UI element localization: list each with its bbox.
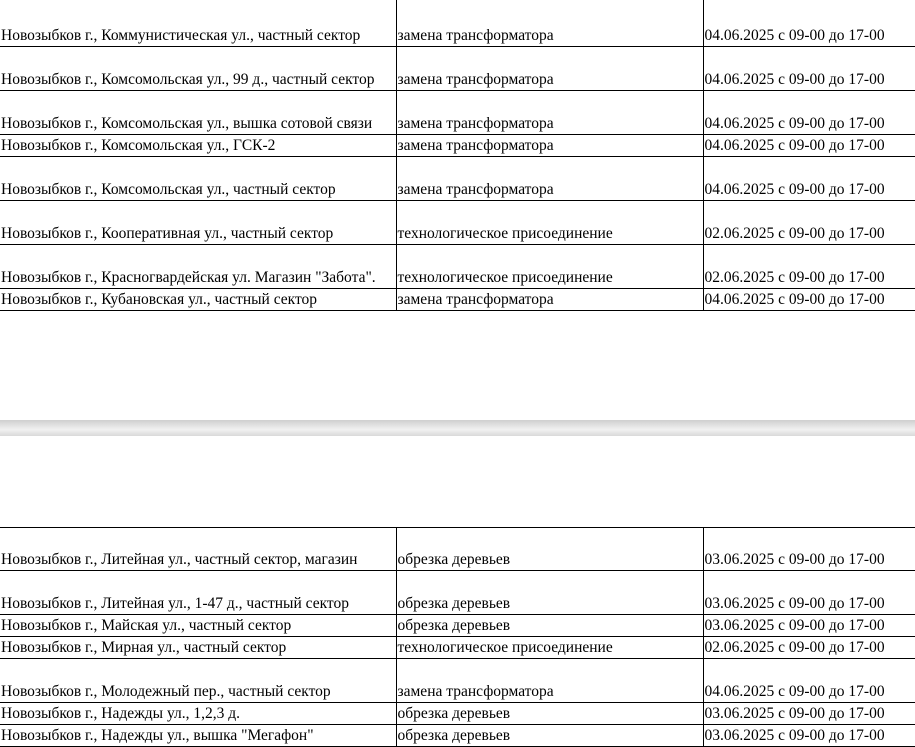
work-type-cell: обрезка деревьев <box>396 615 703 637</box>
table-row <box>0 615 915 637</box>
work-type-cell: замена трансформатора <box>396 90 703 134</box>
date-cell: 02.06.2025 с 09-00 до 17-00 <box>703 200 915 244</box>
work-type-cell: технологическое присоединение <box>396 244 703 288</box>
table-row <box>0 571 915 615</box>
date-cell: 03.06.2025 с 09-00 до 17-00 <box>703 571 915 615</box>
address-cell: Новозыбков г., Комсомольская ул., вышка сотовой связи <box>0 90 396 134</box>
address-cell: Новозыбков г., Литейная ул., 1-47 д., частный сектор <box>0 571 396 615</box>
address-cell: Новозыбков г., Коммунистическая ул., частный сектор <box>0 0 396 46</box>
address-cell: Новозыбков г., Литейная ул., частный сектор, магазин <box>0 528 396 571</box>
address-cell: Новозыбков г., Красногвардейская ул. Магазин "Забота". <box>0 244 396 288</box>
date-cell: 04.06.2025 с 09-00 до 17-00 <box>703 90 915 134</box>
date-cell: 04.06.2025 с 09-00 до 17-00 <box>703 288 915 310</box>
table-row <box>0 703 915 725</box>
date-cell: 04.06.2025 с 09-00 до 17-00 <box>703 134 915 156</box>
outage-table-top <box>0 0 915 311</box>
table-row <box>0 288 915 310</box>
table-row <box>0 90 915 134</box>
date-cell: 04.06.2025 с 09-00 до 17-00 <box>703 659 915 703</box>
work-type-cell: замена трансформатора <box>396 156 703 200</box>
address-cell: Новозыбков г., Комсомольская ул., ГСК-2 <box>0 134 396 156</box>
page-separator <box>0 420 915 436</box>
work-type-cell: технологическое присоединение <box>396 200 703 244</box>
document-page-bottom <box>0 436 915 747</box>
work-type-cell: обрезка деревьев <box>396 528 703 571</box>
date-cell: 03.06.2025 с 09-00 до 17-00 <box>703 615 915 637</box>
address-cell: Новозыбков г., Кубановская ул., частный сектор <box>0 288 396 310</box>
outage-table-bottom <box>0 527 915 747</box>
date-cell: 03.06.2025 с 09-00 до 17-00 <box>703 703 915 725</box>
work-type-cell: обрезка деревьев <box>396 725 703 747</box>
address-cell: Новозыбков г., Надежды ул., вышка "Мегафон" <box>0 725 396 747</box>
date-cell: 02.06.2025 с 09-00 до 17-00 <box>703 244 915 288</box>
address-cell: Новозыбков г., Комсомольская ул., 99 д., частный сектор <box>0 46 396 90</box>
address-cell: Новозыбков г., Мирная ул., частный сектор <box>0 637 396 659</box>
work-type-cell: обрезка деревьев <box>396 571 703 615</box>
address-cell: Новозыбков г., Молодежный пер., частный сектор <box>0 659 396 703</box>
date-cell: 03.06.2025 с 09-00 до 17-00 <box>703 528 915 571</box>
table-row <box>0 46 915 90</box>
work-type-cell: замена трансформатора <box>396 288 703 310</box>
date-cell: 04.06.2025 с 09-00 до 17-00 <box>703 46 915 90</box>
table-row <box>0 134 915 156</box>
address-cell: Новозыбков г., Майская ул., частный сектор <box>0 615 396 637</box>
work-type-cell: замена трансформатора <box>396 659 703 703</box>
address-cell: Новозыбков г., Кооперативная ул., частный сектор <box>0 200 396 244</box>
table-row <box>0 200 915 244</box>
date-cell: 03.06.2025 с 09-00 до 17-00 <box>703 725 915 747</box>
address-cell: Новозыбков г., Надежды ул., 1,2,3 д. <box>0 703 396 725</box>
table-row <box>0 156 915 200</box>
address-cell: Новозыбков г., Комсомольская ул., частный сектор <box>0 156 396 200</box>
work-type-cell: замена трансформатора <box>396 46 703 90</box>
table-row <box>0 244 915 288</box>
date-cell: 04.06.2025 с 09-00 до 17-00 <box>703 0 915 46</box>
table-row <box>0 528 915 571</box>
table-row <box>0 725 915 747</box>
work-type-cell: замена трансформатора <box>396 0 703 46</box>
work-type-cell: замена трансформатора <box>396 134 703 156</box>
date-cell: 04.06.2025 с 09-00 до 17-00 <box>703 156 915 200</box>
date-cell: 02.06.2025 с 09-00 до 17-00 <box>703 637 915 659</box>
table-row <box>0 659 915 703</box>
table-row <box>0 637 915 659</box>
table-row <box>0 0 915 46</box>
work-type-cell: технологическое присоединение <box>396 637 703 659</box>
work-type-cell: обрезка деревьев <box>396 703 703 725</box>
